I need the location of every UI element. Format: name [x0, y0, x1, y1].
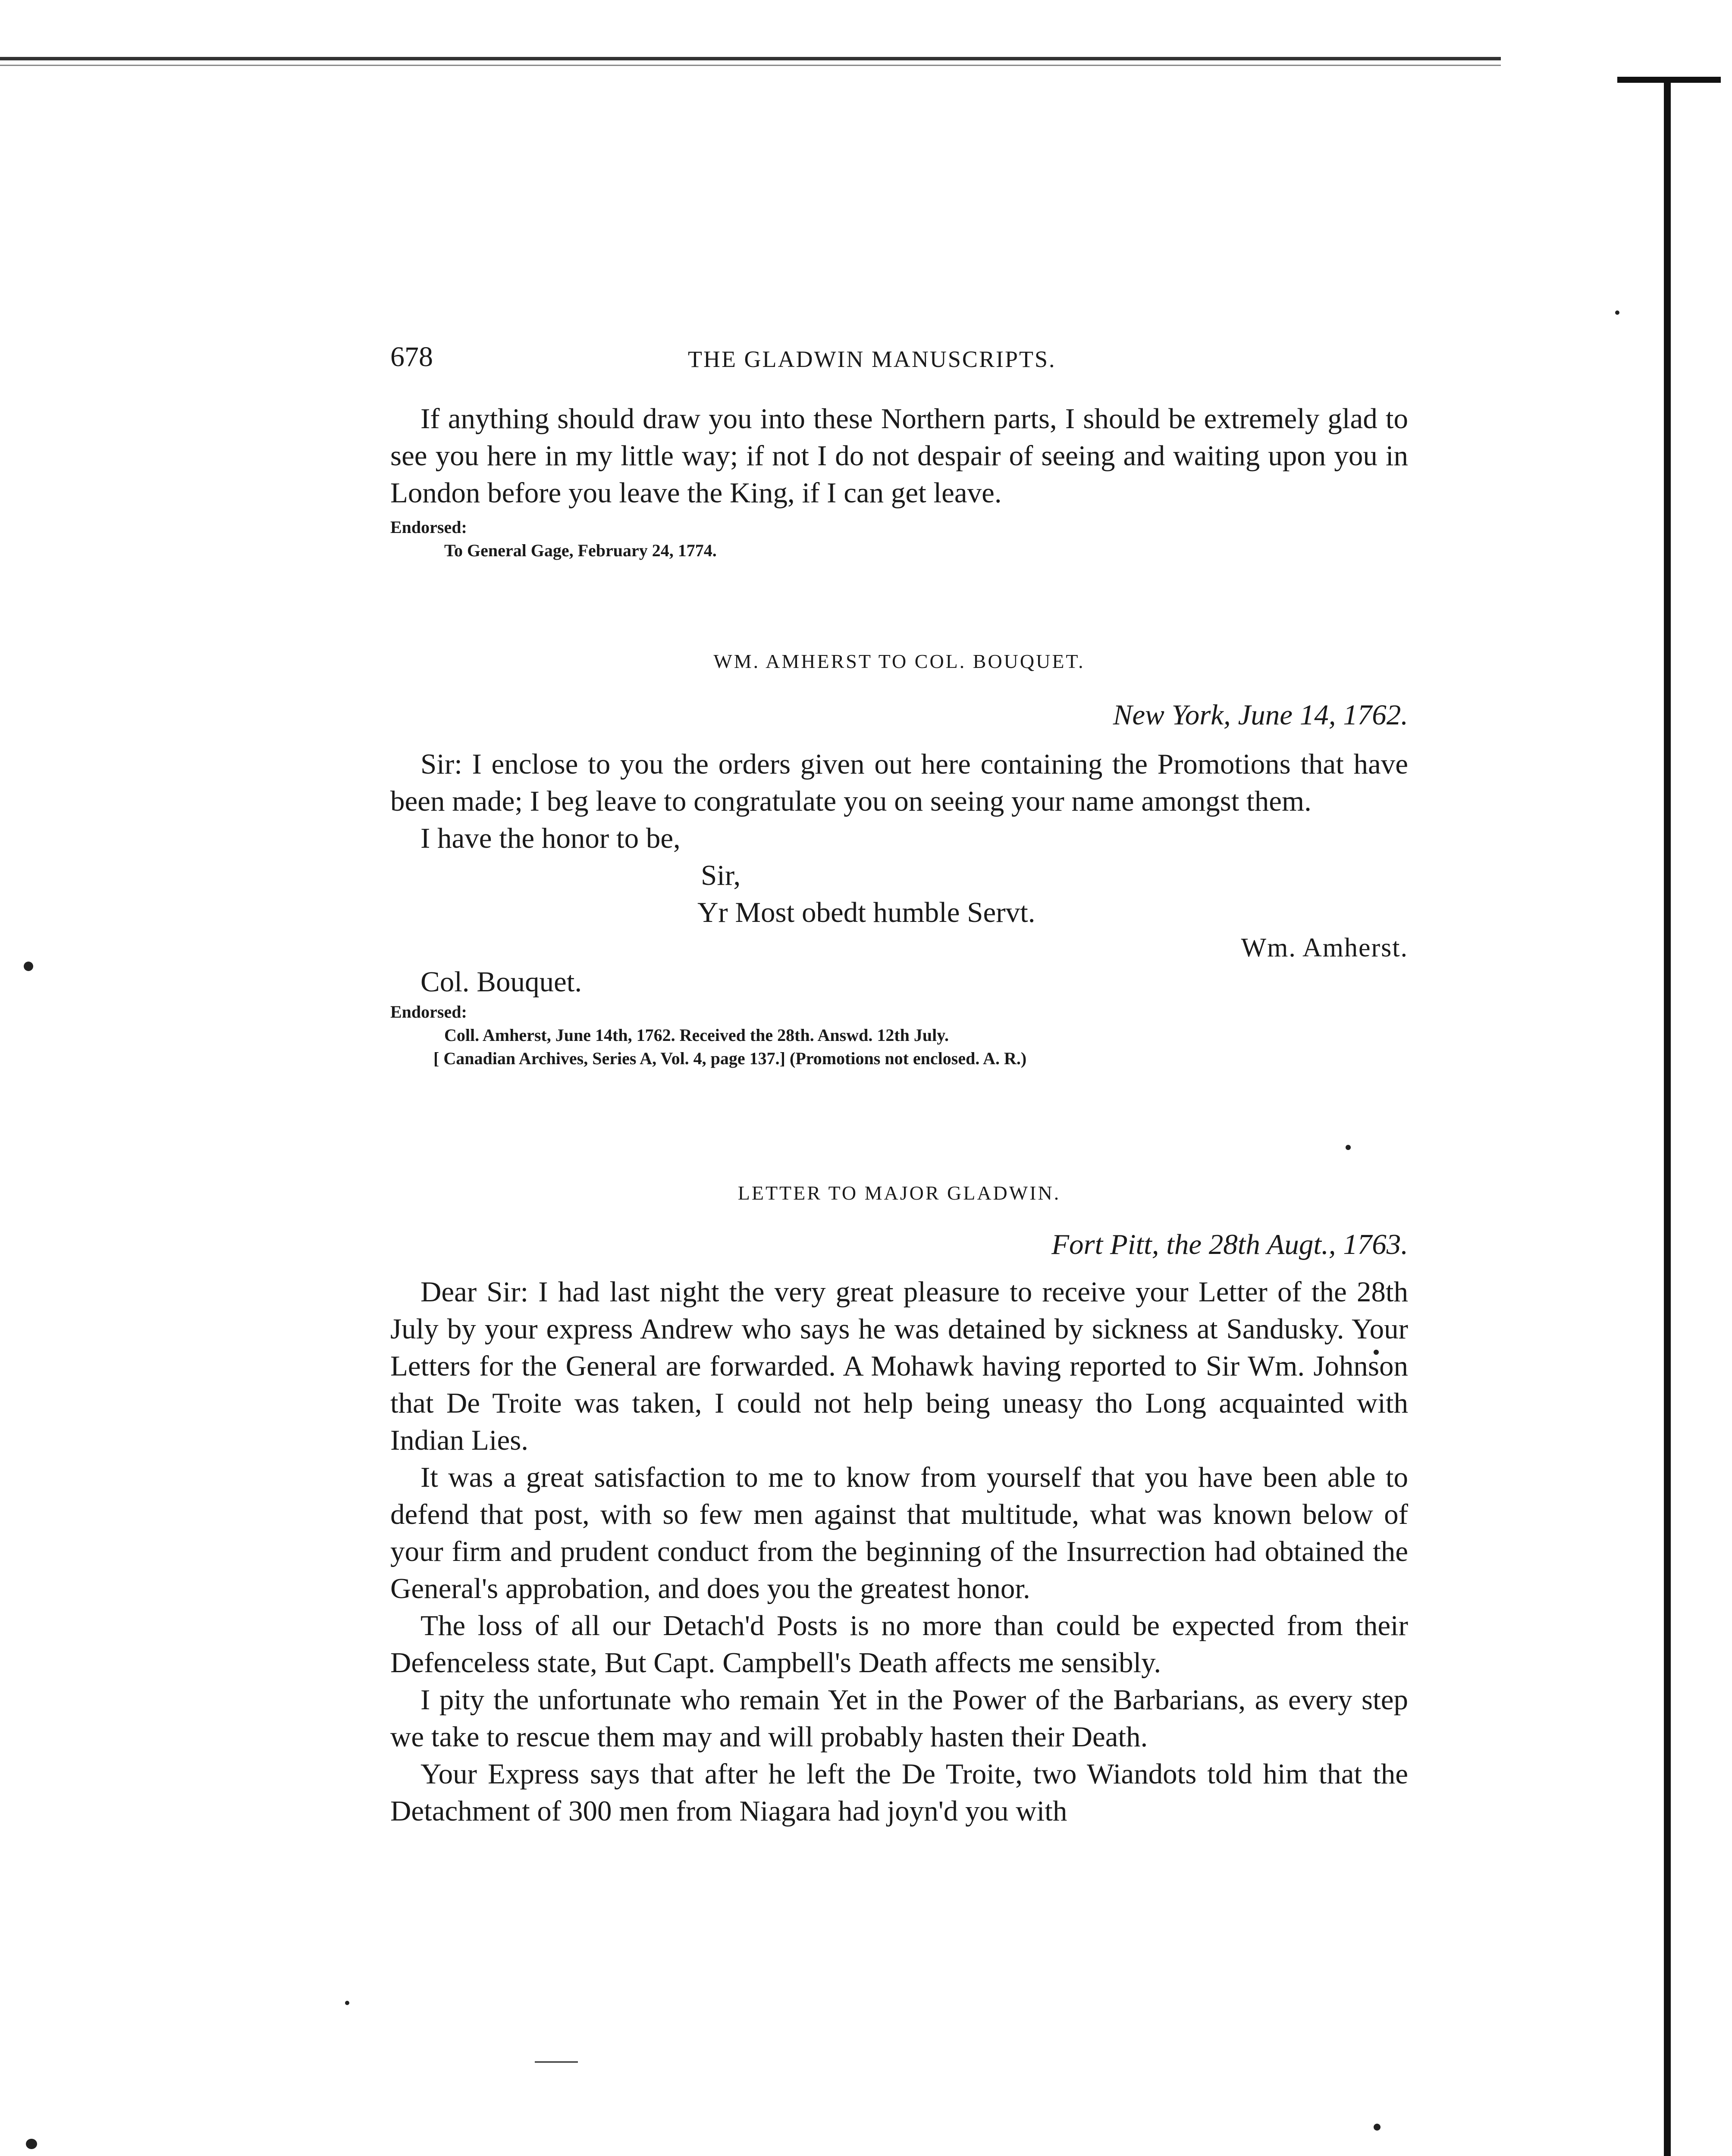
endorsed-text: To General Gage, February 24, 1774. [444, 541, 717, 560]
scan-speck [1346, 1145, 1351, 1150]
endorsed-line: [ Canadian Archives, Series A, Vol. 4, page 137.] (Promotions not enclosed. A. R.) [433, 1049, 1027, 1068]
letter-body: Sir: I enclose to you the orders given out here containing the Promotions that have been made; I beg leave to congratulate you on seeing your name amongst them. [390, 748, 1408, 817]
scan-speck [24, 962, 33, 971]
bottom-rule-fragment [535, 2061, 578, 2063]
running-head [390, 336, 1408, 384]
intro-paragraph: If anything should draw you into these Northern parts, I should be extremely glad to see you here in my little way; if not I do not despair of seeing and waiting upon you in London before you leave the King, if I can get leave. [390, 403, 1408, 509]
letter-heading: LETTER TO MAJOR GLADWIN. [737, 1182, 1061, 1204]
intro-section [390, 400, 1408, 562]
letter-paragraph: I pity the unfortunate who remain Yet in the Power of the Barbarians, as every step we take to rescue them may and will probably hasten their Death. [390, 1684, 1408, 1753]
letter-heading: WM. AMHERST TO COL. BOUQUET. [713, 650, 1085, 672]
endorsed-label: Endorsed: [390, 1002, 467, 1022]
letter-amherst [390, 650, 1408, 1070]
closing-servant: Yr Most obedt humble Servt. [697, 896, 1035, 928]
scan-speck [1615, 310, 1619, 315]
scan-speck [26, 2139, 37, 2149]
letter-paragraph: It was a great satisfaction to me to know from yourself that you have been able to defend that post, with so few men against that multitude, what was known below of your firm and prudent conduct from the beginning of the Insurrection had obtained the General's approbation, and does you the greatest honor. [390, 1461, 1408, 1604]
binding-bracket-spine [1664, 80, 1671, 2156]
signature: Wm. Amherst. [1241, 933, 1408, 962]
letter-paragraph: Dear Sir: I had last night the very great pleasure to receive your Letter of the 28th July by your express Andrew who says he was detained by sickness at Sandusky. Your Letters for the General are forwarded. A Mohawk having reported to Sir Wm. Johnson that De Troite was taken, I could not help being uneasy tho Long acquainted with Indian Lies. [390, 1276, 1408, 1456]
closing-salutation: Sir, [701, 859, 741, 891]
addressee: Col. Bouquet. [420, 966, 582, 998]
endorsed-line: Coll. Amherst, June 14th, 1762. Received the 28th. Answd. 12th July. [444, 1025, 949, 1045]
running-title: THE GLADWIN MANUSCRIPTS. [688, 346, 1056, 372]
top-rule [0, 57, 1501, 60]
letter-paragraph: Your Express says that after he left the De Troite, two Wiandots told him that the Detachment of 300 men from Niagara had joyn'd you with [390, 1758, 1408, 1827]
top-rule-thin [0, 65, 1501, 66]
scan-speck [345, 2001, 349, 2005]
letter-dateline: Fort Pitt, the 28th Augt., 1763. [1051, 1228, 1408, 1260]
letter-paragraph: The loss of all our Detach'd Posts is no more than could be expected from their Defenceless state, But Capt. Campbell's Death affects me sensibly. [390, 1610, 1408, 1679]
page-number: 678 [390, 341, 433, 373]
letter-dateline: New York, June 14, 1762. [1113, 699, 1408, 731]
scan-speck [1374, 2124, 1381, 2131]
closing-line: I have the honor to be, [420, 822, 681, 854]
letter-gladwin [390, 1181, 1408, 1830]
endorsed-label: Endorsed: [390, 517, 467, 537]
